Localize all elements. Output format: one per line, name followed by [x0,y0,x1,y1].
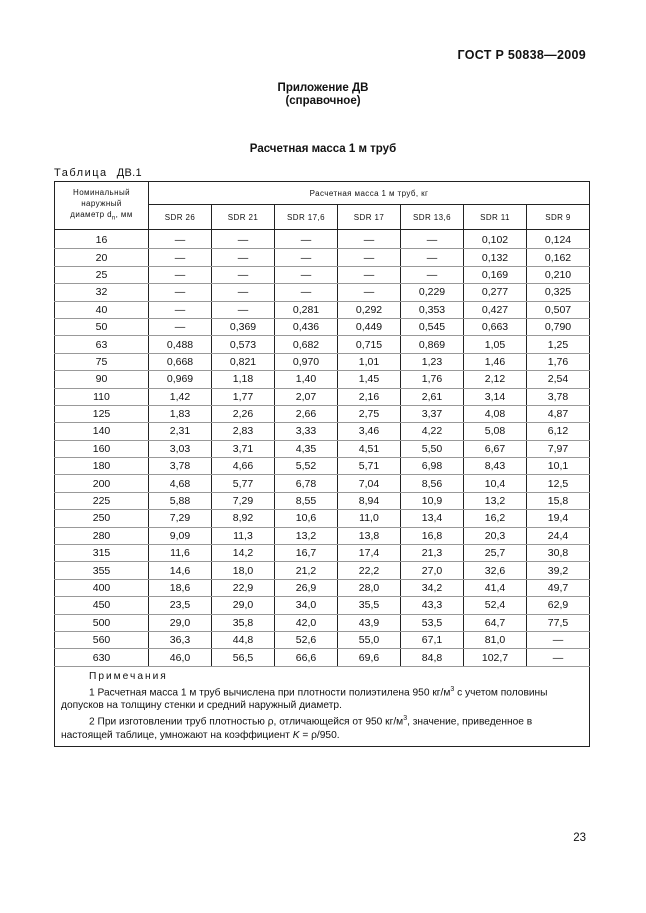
mass-cell: — [401,230,464,249]
mass-cell: 14,6 [149,562,212,579]
mass-cell: 10,6 [275,510,338,527]
mass-cell: 2,54 [527,371,590,388]
mass-cell: 13,8 [338,527,401,544]
mass-cell: 13,4 [401,510,464,527]
mass-cell: 16,7 [275,545,338,562]
mass-cell: 35,5 [338,597,401,614]
mass-cell: 0,821 [212,353,275,370]
mass-cell: 2,12 [464,371,527,388]
mass-cell: 1,25 [527,336,590,353]
appendix-title: Приложение ДВ [277,82,369,94]
mass-cell: 7,29 [149,510,212,527]
mass-cell: 0,663 [464,318,527,335]
table-row [55,614,590,631]
mass-cell: 5,08 [464,423,527,440]
mass-group-header: Расчетная масса 1 м труб, кг [149,182,590,205]
mass-cell: 0,132 [464,249,527,266]
mass-cell: 0,507 [527,301,590,318]
diameter-cell: 16 [55,230,149,249]
column-header-sdr: SDR 26 [149,205,212,230]
mass-cell: 0,325 [527,284,590,301]
mass-cell: 0,210 [527,266,590,283]
table-row [55,266,590,283]
table-row [55,649,590,666]
mass-cell: 3,46 [338,423,401,440]
table-row [55,284,590,301]
mass-cell: — [275,230,338,249]
mass-cell: 26,9 [275,579,338,596]
mass-cell: 1,23 [401,353,464,370]
table-row [55,230,590,249]
mass-cell: 4,51 [338,440,401,457]
mass-cell: 16,8 [401,527,464,544]
diameter-cell: 500 [55,614,149,631]
mass-cell: 11,6 [149,545,212,562]
mass-cell: — [149,284,212,301]
diameter-cell: 125 [55,405,149,422]
diameter-cell: 75 [55,353,149,370]
column-header-sdr: SDR 13,6 [401,205,464,230]
mass-cell: — [212,249,275,266]
mass-cell: 69,6 [338,649,401,666]
mass-cell: 0,277 [464,284,527,301]
mass-cell: 7,04 [338,475,401,492]
mass-cell: 0,292 [338,301,401,318]
diameter-cell: 180 [55,458,149,475]
diameter-column-header: Номинальный наружный диаметр $d_n$, мм [55,182,149,230]
mass-cell: 29,0 [212,597,275,614]
mass-cell: — [338,249,401,266]
mass-cell: 34,2 [401,579,464,596]
mass-cell: 0,427 [464,301,527,318]
mass-cell: — [149,318,212,335]
diameter-cell: 200 [55,475,149,492]
table-row [55,597,590,614]
mass-cell: 1,18 [212,371,275,388]
mass-cell: 0,369 [212,318,275,335]
mass-cell: — [401,266,464,283]
mass-cell: 16,2 [464,510,527,527]
mass-cell: 41,4 [464,579,527,596]
mass-cell: 66,6 [275,649,338,666]
mass-cell: — [212,230,275,249]
mass-cell: 4,87 [527,405,590,422]
table-row [55,510,590,527]
mass-cell: 2,07 [275,388,338,405]
table-row [55,405,590,422]
diameter-cell: 50 [55,318,149,335]
table-row [55,353,590,370]
table-row [55,249,590,266]
mass-cell: — [527,631,590,648]
table-row [55,423,590,440]
note-2: 2 При изготовлении труб плотностью ρ, отличающейся от 950 $кг/м^3$, значение, приведенное в настоящей таблице, умножают на коэффициент K = ρ/950. [61,715,533,741]
diameter-cell: 25 [55,266,149,283]
mass-cell: 3,37 [401,405,464,422]
mass-cell: 8,55 [275,492,338,509]
mass-cell: 9,09 [149,527,212,544]
mass-cell: 0,102 [464,230,527,249]
column-header-sdr: SDR 11 [464,205,527,230]
table-row [55,492,590,509]
column-header-sdr: SDR 17,6 [275,205,338,230]
mass-cell: 56,5 [212,649,275,666]
table-row [55,301,590,318]
mass-cell: 1,42 [149,388,212,405]
mass-cell: 18,6 [149,579,212,596]
mass-cell: 5,50 [401,440,464,457]
mass-cell: 5,77 [212,475,275,492]
mass-cell: 6,98 [401,458,464,475]
table-row [55,631,590,648]
mass-cell: 10,1 [527,458,590,475]
diameter-cell: 90 [55,371,149,388]
mass-cell: — [212,301,275,318]
mass-cell: 0,682 [275,336,338,353]
diameter-cell: 110 [55,388,149,405]
mass-cell: 1,45 [338,371,401,388]
column-header-sdr: SDR 21 [212,205,275,230]
mass-cell: 7,97 [527,440,590,457]
mass-cell: 84,8 [401,649,464,666]
mass-cell: 0,169 [464,266,527,283]
note-1: 1 Расчетная масса 1 м труб вычислена при плотности полиэтилена 950 $кг/м^3$ с учетом половины допусков на толщину стенки и средний наружный диаметр. [61,685,548,712]
mass-cell: 0,229 [401,284,464,301]
mass-cell: 46,0 [149,649,212,666]
mass-cell: — [212,266,275,283]
mass-cell: 3,14 [464,388,527,405]
mass-cell: 15,8 [527,492,590,509]
mass-cell: 30,8 [527,545,590,562]
mass-cell: — [527,649,590,666]
mass-cell: 52,6 [275,631,338,648]
mass-cell: 49,7 [527,579,590,596]
appendix-subtitle: (справочное) [285,95,361,107]
table-row [55,336,590,353]
mass-cell: — [338,230,401,249]
mass-cell: 14,2 [212,545,275,562]
diameter-cell: 140 [55,423,149,440]
diameter-cell: 63 [55,336,149,353]
mass-table [54,181,590,747]
mass-cell: 55,0 [338,631,401,648]
mass-cell: 6,78 [275,475,338,492]
mass-cell: — [401,249,464,266]
mass-cell: 21,3 [401,545,464,562]
mass-cell: 29,0 [149,614,212,631]
mass-cell: 4,08 [464,405,527,422]
mass-cell: — [275,266,338,283]
mass-cell: 22,2 [338,562,401,579]
mass-cell: 3,33 [275,423,338,440]
mass-cell: 8,92 [212,510,275,527]
mass-cell: 43,9 [338,614,401,631]
mass-cell: 1,76 [401,371,464,388]
column-header-sdr: SDR 17 [338,205,401,230]
mass-cell: 20,3 [464,527,527,544]
mass-cell: — [212,284,275,301]
mass-cell: 8,43 [464,458,527,475]
mass-cell: 7,29 [212,492,275,509]
diameter-cell: 20 [55,249,149,266]
mass-cell: 25,7 [464,545,527,562]
mass-cell: 13,2 [464,492,527,509]
diameter-cell: 160 [55,440,149,457]
appendix-heading [0,82,646,108]
mass-cell: 12,5 [527,475,590,492]
mass-cell: 2,61 [401,388,464,405]
mass-cell: 36,3 [149,631,212,648]
mass-cell: 52,4 [464,597,527,614]
mass-cell: 24,4 [527,527,590,544]
mass-cell: 102,7 [464,649,527,666]
mass-cell: 11,3 [212,527,275,544]
mass-cell: 1,76 [527,353,590,370]
standard-designation: ГОСТ Р 50838—2009 [457,48,586,62]
mass-cell: 1,46 [464,353,527,370]
mass-cell: 4,35 [275,440,338,457]
diameter-cell: 315 [55,545,149,562]
mass-cell: 3,71 [212,440,275,457]
mass-cell: — [275,249,338,266]
table-row [55,475,590,492]
mass-cell: 44,8 [212,631,275,648]
column-header-sdr: SDR 9 [527,205,590,230]
table-number: ДВ.1 [116,167,142,179]
notes-heading: Примечания [89,670,168,682]
mass-cell: 5,71 [338,458,401,475]
diameter-cell: 32 [55,284,149,301]
mass-cell: 81,0 [464,631,527,648]
table-label-word: Таблица [54,167,108,179]
page-number: 23 [573,832,586,844]
mass-cell: 1,83 [149,405,212,422]
mass-cell: 0,573 [212,336,275,353]
mass-cell: 0,124 [527,230,590,249]
mass-cell: 2,31 [149,423,212,440]
mass-cell: 28,0 [338,579,401,596]
diameter-cell: 560 [55,631,149,648]
mass-cell: 3,78 [527,388,590,405]
mass-cell: 3,03 [149,440,212,457]
mass-cell: — [149,266,212,283]
diameter-cell: 400 [55,579,149,596]
table-row [55,545,590,562]
mass-cell: 0,449 [338,318,401,335]
mass-cell: — [149,230,212,249]
diameter-cell: 40 [55,301,149,318]
mass-cell: 0,969 [149,371,212,388]
mass-cell: 5,52 [275,458,338,475]
notes-cell [55,666,590,746]
mass-cell: 4,66 [212,458,275,475]
table-row [55,527,590,544]
mass-cell: 0,790 [527,318,590,335]
table-row [55,388,590,405]
mass-cell: 2,26 [212,405,275,422]
mass-cell: 10,4 [464,475,527,492]
mass-cell: 2,83 [212,423,275,440]
mass-cell: 10,9 [401,492,464,509]
mass-cell: — [338,266,401,283]
mass-cell: 3,78 [149,458,212,475]
mass-cell: 6,12 [527,423,590,440]
mass-cell: 0,281 [275,301,338,318]
mass-cell: 42,0 [275,614,338,631]
diameter-cell: 630 [55,649,149,666]
diameter-cell: 225 [55,492,149,509]
table-row [55,371,590,388]
mass-cell: 32,6 [464,562,527,579]
mass-cell: 0,668 [149,353,212,370]
mass-cell: 34,0 [275,597,338,614]
mass-cell: 1,77 [212,388,275,405]
mass-cell: 22,9 [212,579,275,596]
mass-cell: 2,16 [338,388,401,405]
mass-cell: 39,2 [527,562,590,579]
mass-cell: 8,56 [401,475,464,492]
table-row [55,318,590,335]
mass-cell: 21,2 [275,562,338,579]
mass-cell: 18,0 [212,562,275,579]
table-row [55,458,590,475]
mass-cell: 0,353 [401,301,464,318]
mass-cell: 1,05 [464,336,527,353]
mass-cell: 0,715 [338,336,401,353]
mass-cell: — [149,301,212,318]
table-row [55,579,590,596]
mass-cell: 64,7 [464,614,527,631]
mass-cell: 0,970 [275,353,338,370]
mass-cell: 5,88 [149,492,212,509]
mass-cell: 0,436 [275,318,338,335]
mass-cell: 1,40 [275,371,338,388]
document-title: Расчетная масса 1 м труб [249,143,397,155]
mass-cell: 19,4 [527,510,590,527]
mass-cell: 27,0 [401,562,464,579]
mass-cell: 1,01 [338,353,401,370]
mass-cell: 11,0 [338,510,401,527]
mass-cell: — [149,249,212,266]
mass-cell: 13,2 [275,527,338,544]
mass-cell: 17,4 [338,545,401,562]
table-row [55,440,590,457]
mass-cell: 67,1 [401,631,464,648]
table-label [54,167,142,179]
mass-cell: 4,68 [149,475,212,492]
diameter-cell: 355 [55,562,149,579]
diameter-cell: 450 [55,597,149,614]
mass-cell: 0,869 [401,336,464,353]
table-row [55,562,590,579]
mass-cell: 2,66 [275,405,338,422]
mass-cell: 53,5 [401,614,464,631]
mass-cell: 2,75 [338,405,401,422]
mass-cell: 6,67 [464,440,527,457]
mass-cell: 35,8 [212,614,275,631]
diameter-cell: 280 [55,527,149,544]
mass-cell: 8,94 [338,492,401,509]
mass-cell: 4,22 [401,423,464,440]
mass-cell: 77,5 [527,614,590,631]
diameter-cell: 250 [55,510,149,527]
mass-cell: 0,545 [401,318,464,335]
mass-cell: 62,9 [527,597,590,614]
mass-cell: — [275,284,338,301]
mass-cell: 0,162 [527,249,590,266]
mass-cell: 43,3 [401,597,464,614]
mass-cell: 0,488 [149,336,212,353]
mass-cell: 23,5 [149,597,212,614]
mass-cell: — [338,284,401,301]
